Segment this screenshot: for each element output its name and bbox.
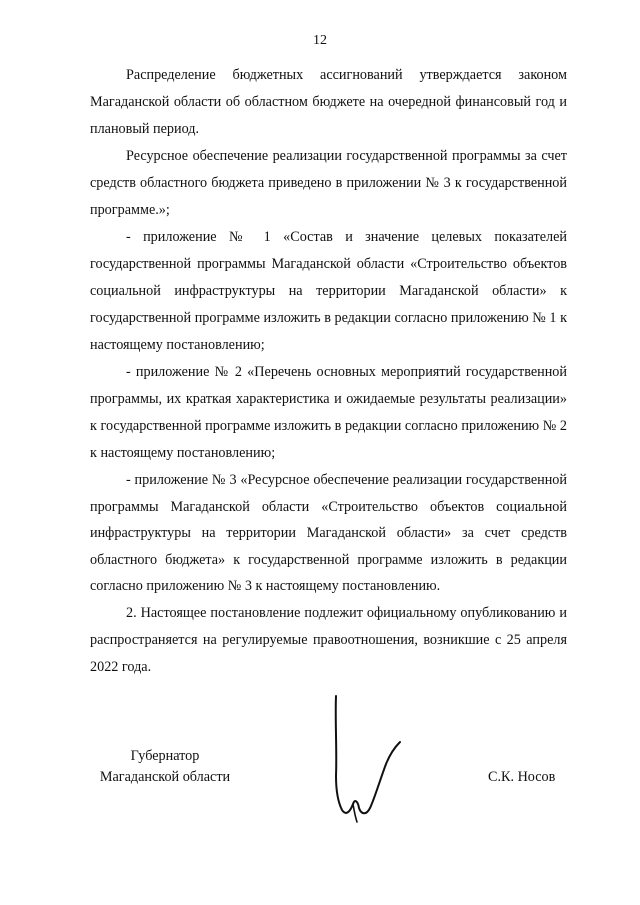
governor-name: С.К. Носов [488,769,556,785]
paragraph-appendix-2: - приложение № 2 «Перечень основных мероприятий государственной программы, их краткая характеристика и ожидаемые результаты реализации» к государственной программе изложить в редакции согласно приложению № 2 к настоящему постановлению; [90,364,567,461]
page-number: 12 [313,33,327,48]
paragraph-publication: 2. Настоящее постановление подлежит официальному опубликованию и распространяется на регулируемые правоотношения, возникшие с 25 апреля 2022 года. [90,604,567,675]
governor-title-line1: Губернатор [130,748,200,764]
handwritten-signature [322,690,422,830]
paragraph-appendix-3: - приложение № 3 «Ресурсное обеспечение реализации государственной программы Магаданской области «Строительство объектов социальной инфраструктуры на территории Магаданской области» за счет средств областного бюджета» к государственной программе изложить в редакции согласно приложению № 3 к настоящему постановлению. [90,472,567,594]
governor-title-line2: Магаданской области [99,769,231,785]
paragraph-budget-allocation: Распределение бюджетных ассигнований утверждается законом Магаданской области об областном бюджете на очередной финансовый год и плановый период. [90,67,567,137]
paragraph-appendix-1: - приложение № 1 «Состав и значение целевых показателей государственной программы Магаданской области «Строительство объектов социальной инфраструктуры на территории Магаданской области» к государственной программе изложить в редакции согласно приложению № 1 к настоящему постановлению; [90,229,567,353]
document-body [90,62,567,681]
paragraph-resource-support: Ресурсное обеспечение реализации государственной программы за счет средств областного бюджета приведено в приложении № 3 к государственной программе.»; [90,148,567,218]
governor-title [95,746,235,788]
